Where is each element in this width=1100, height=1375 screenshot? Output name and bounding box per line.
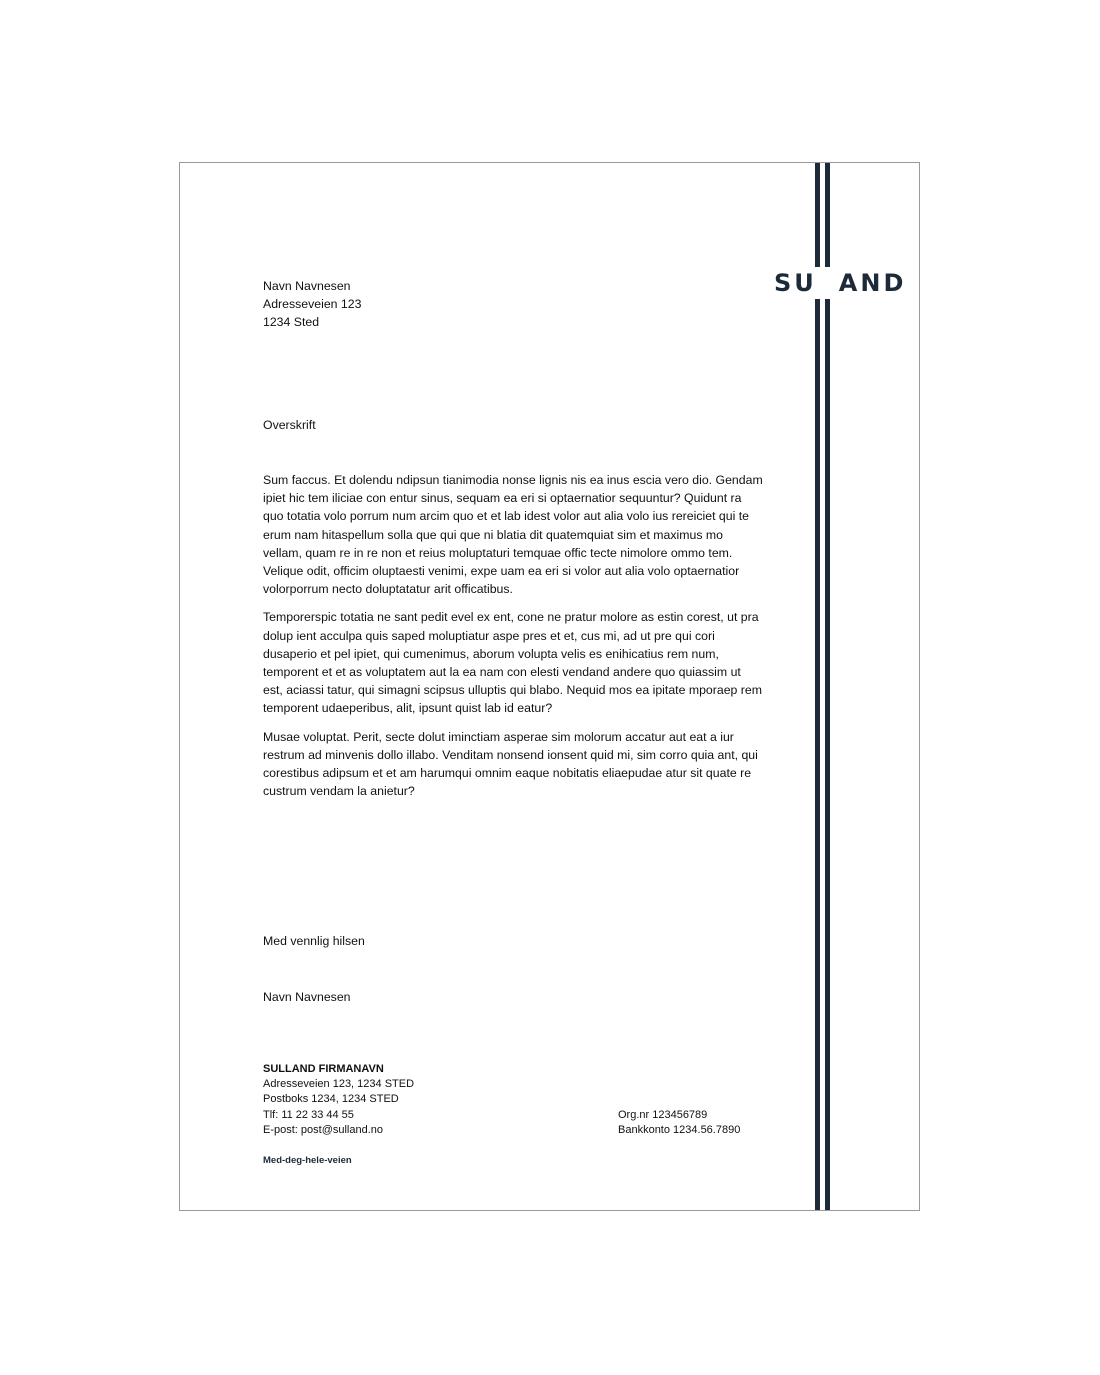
footer-email: E-post: post@sulland.no	[263, 1123, 384, 1136]
letter-body	[263, 471, 763, 810]
body-paragraph-3: Musae voluptat. Perit, secte dolut iminctiam asperae sim molorum accatur aut eat a iur restrum ad minvenis dollo illabo. Venditam nonsend ionsent quid mi, sim corro quia ant, qui corestibus adipsum et et am harumqui omnim eaque nobitatis eliaepudae atur sit quate re custrum vendam la anietur?	[263, 729, 758, 799]
letter-signature: Navn Navnesen	[263, 990, 351, 1004]
recipient-name: Navn Navnesen	[263, 279, 351, 293]
brand-stripe-left	[815, 163, 820, 1210]
footer-org-nr: Org.nr 123456789	[618, 1109, 708, 1121]
recipient-postal: 1234 Sted	[263, 315, 320, 330]
logo-text-right: AND	[838, 269, 907, 297]
footer-address: Adresseveien 123, 1234 STED	[263, 1078, 415, 1091]
recipient-street: Adresseveien 123	[263, 297, 362, 312]
footer-postbox: Postboks 1234, 1234 STED	[263, 1093, 399, 1106]
footer-registration	[618, 1108, 740, 1138]
body-paragraph-1: Sum faccus. Et dolendu ndipsun tianimodia nonse lignis nis ea inus escia vero dio. Gendam ipiet hic tem iliciae con entur sinus, sequam ea eri si optaernatior sequuntur? Quidunt ra quo totatia volo porrum num arcim quo et et lab idest volor aut alia volo ius rereiciet qui te erum nam hitaspellum solla que qui que ni blatia dit quatemquiat sim et maximus mo vellam, quam re in re non et reius moluptaturi temquae offic tecte nimolore ommo tem. Velique odit, officim oluptaesti venimi, expe uam ea eri si volor aut alia volo optaernatior volorporrum necto doluptatatur arit officatibus.	[263, 473, 763, 597]
footer-tagline: Med-deg-hele-veien	[263, 1155, 352, 1166]
brand-stripe-right	[825, 163, 830, 1210]
letter-closing: Med vennlig hilsen	[263, 934, 365, 948]
footer-contact	[263, 1062, 414, 1138]
footer-company-name: SULLAND FIRMANAVN	[263, 1063, 384, 1075]
sulland-logo	[774, 267, 907, 299]
recipient-address	[263, 277, 361, 332]
logo-gap	[817, 267, 839, 299]
letter-heading: Overskrift	[263, 418, 316, 432]
body-paragraph-2: Temporerspic totatia ne sant pedit evel ex ent, cone ne pratur molore as estin corest, ut pra dolup ient acculpa quis saped moluptiatur aspe pres et et, cus mi, ad ut pre qui cori dusaperio et pel ipiet, qui cumenimus, aborum volupta velis es enihicatius rem num, temporent et et as voluptatem aut la ea nam con elesti vendand andere quo quiassim ut est, aciassi tatur, qui simagni scipsus ulluptis qui blabo. Nequid mos ea ipitate mporaep rem temporent udaeperibus, alit, ipsunt quist lab id eatur?	[263, 610, 762, 716]
logo-text-left: SU	[774, 269, 817, 297]
letter-page	[179, 162, 920, 1211]
footer-bank-account: Bankkonto 1234.56.7890	[618, 1124, 741, 1137]
footer-phone: Tlf: 11 22 33 44 55	[263, 1108, 354, 1121]
